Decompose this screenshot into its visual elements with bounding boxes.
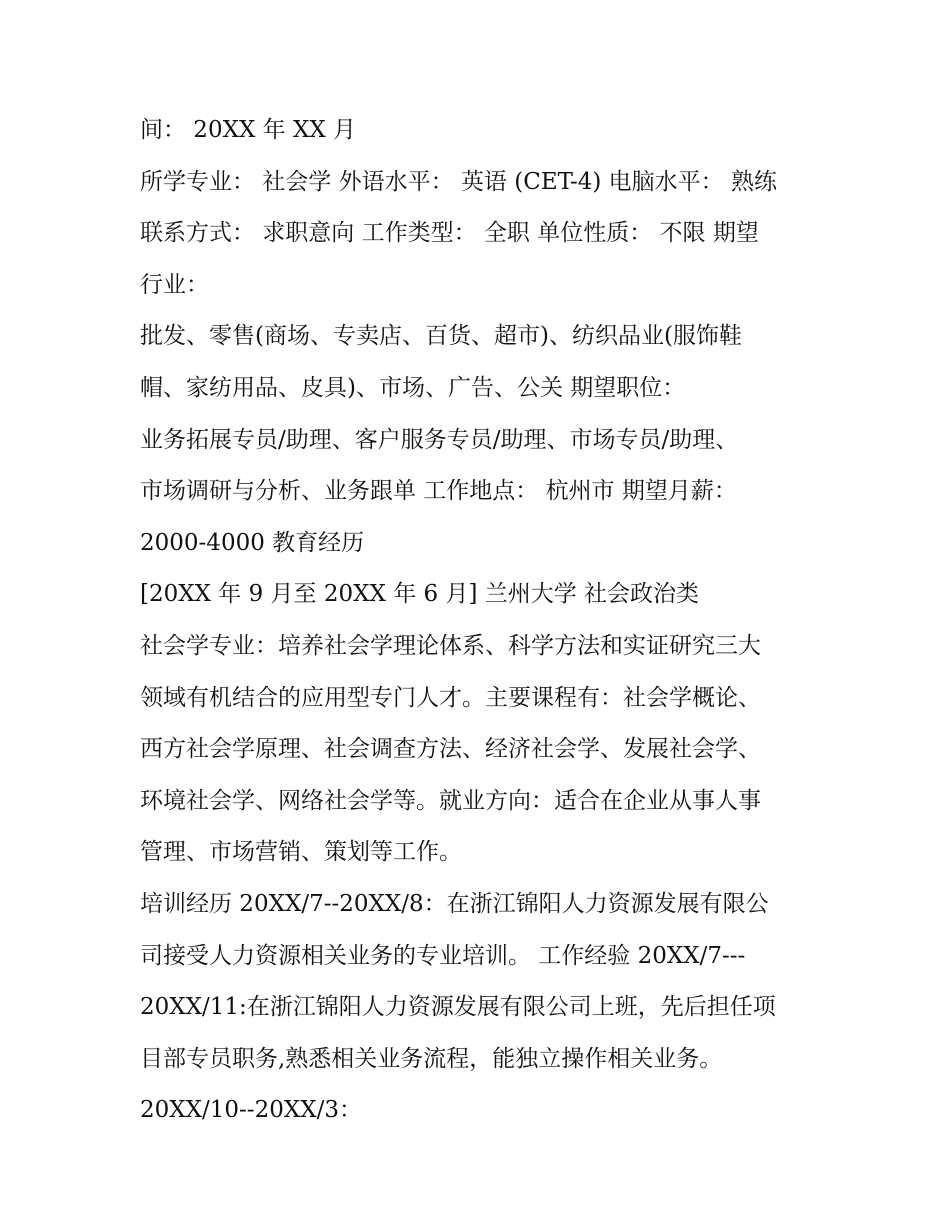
text-line: 20XX/10--20XX/3： — [140, 1097, 362, 1124]
text-line: 环境社会学、网络社会学等。就业方向：适合在企业从事人事 — [140, 787, 761, 814]
text-line: 目部专员职务,熟悉相关业务流程，能独立操作相关业务。 — [140, 1045, 723, 1072]
text-line: 业务拓展专员/助理、客户服务专员/助理、市场专员/助理、 — [140, 426, 739, 453]
text-line: 领域有机结合的应用型专门人才。主要课程有：社会学概论、 — [140, 684, 761, 711]
text-line: 联系方式： 求职意向 工作类型： 全职 单位性质： 不限 期望 — [140, 220, 759, 247]
text-line: 间： 20XX 年 XX 月 — [140, 117, 357, 143]
text-line: 培训经历 20XX/7--20XX/8：在浙江锦阳人力资源发展有限公 — [140, 890, 769, 917]
text-line: 司接受人力资源相关业务的专业培训。 工作经验 20XX/7--- — [140, 942, 746, 969]
text-line: 帽、家纺用品、皮具)、市场、广告、公关 期望职位： — [140, 374, 686, 401]
text-line: 2000-4000 教育经历 — [140, 529, 365, 556]
document-body — [140, 112, 830, 1144]
text-line: 所学专业： 社会学 外语水平： 英语 (CET-4) 电脑水平： 熟练 — [140, 168, 777, 195]
text-line: 管理、市场营销、策划等工作。 — [140, 839, 462, 866]
text-line: 社会学专业：培养社会学理论体系、科学方法和实证研究三大 — [140, 632, 761, 659]
text-line: 行业： — [140, 271, 209, 298]
text-line: 批发、零售(商场、专卖店、百货、超市)、纺织品业(服饰鞋 — [140, 323, 742, 350]
text-line: [20XX 年 9 月至 20XX 年 6 月] 兰州大学 社会政治类 — [140, 581, 700, 608]
text-line: 市场调研与分析、业务跟单 工作地点： 杭州市 期望月薪： — [140, 478, 737, 505]
text-line: 西方社会学原理、社会调查方法、经济社会学、发展社会学、 — [140, 736, 761, 763]
text-line: 20XX/11:在浙江锦阳人力资源发展有限公司上班，先后担任项 — [140, 994, 776, 1021]
